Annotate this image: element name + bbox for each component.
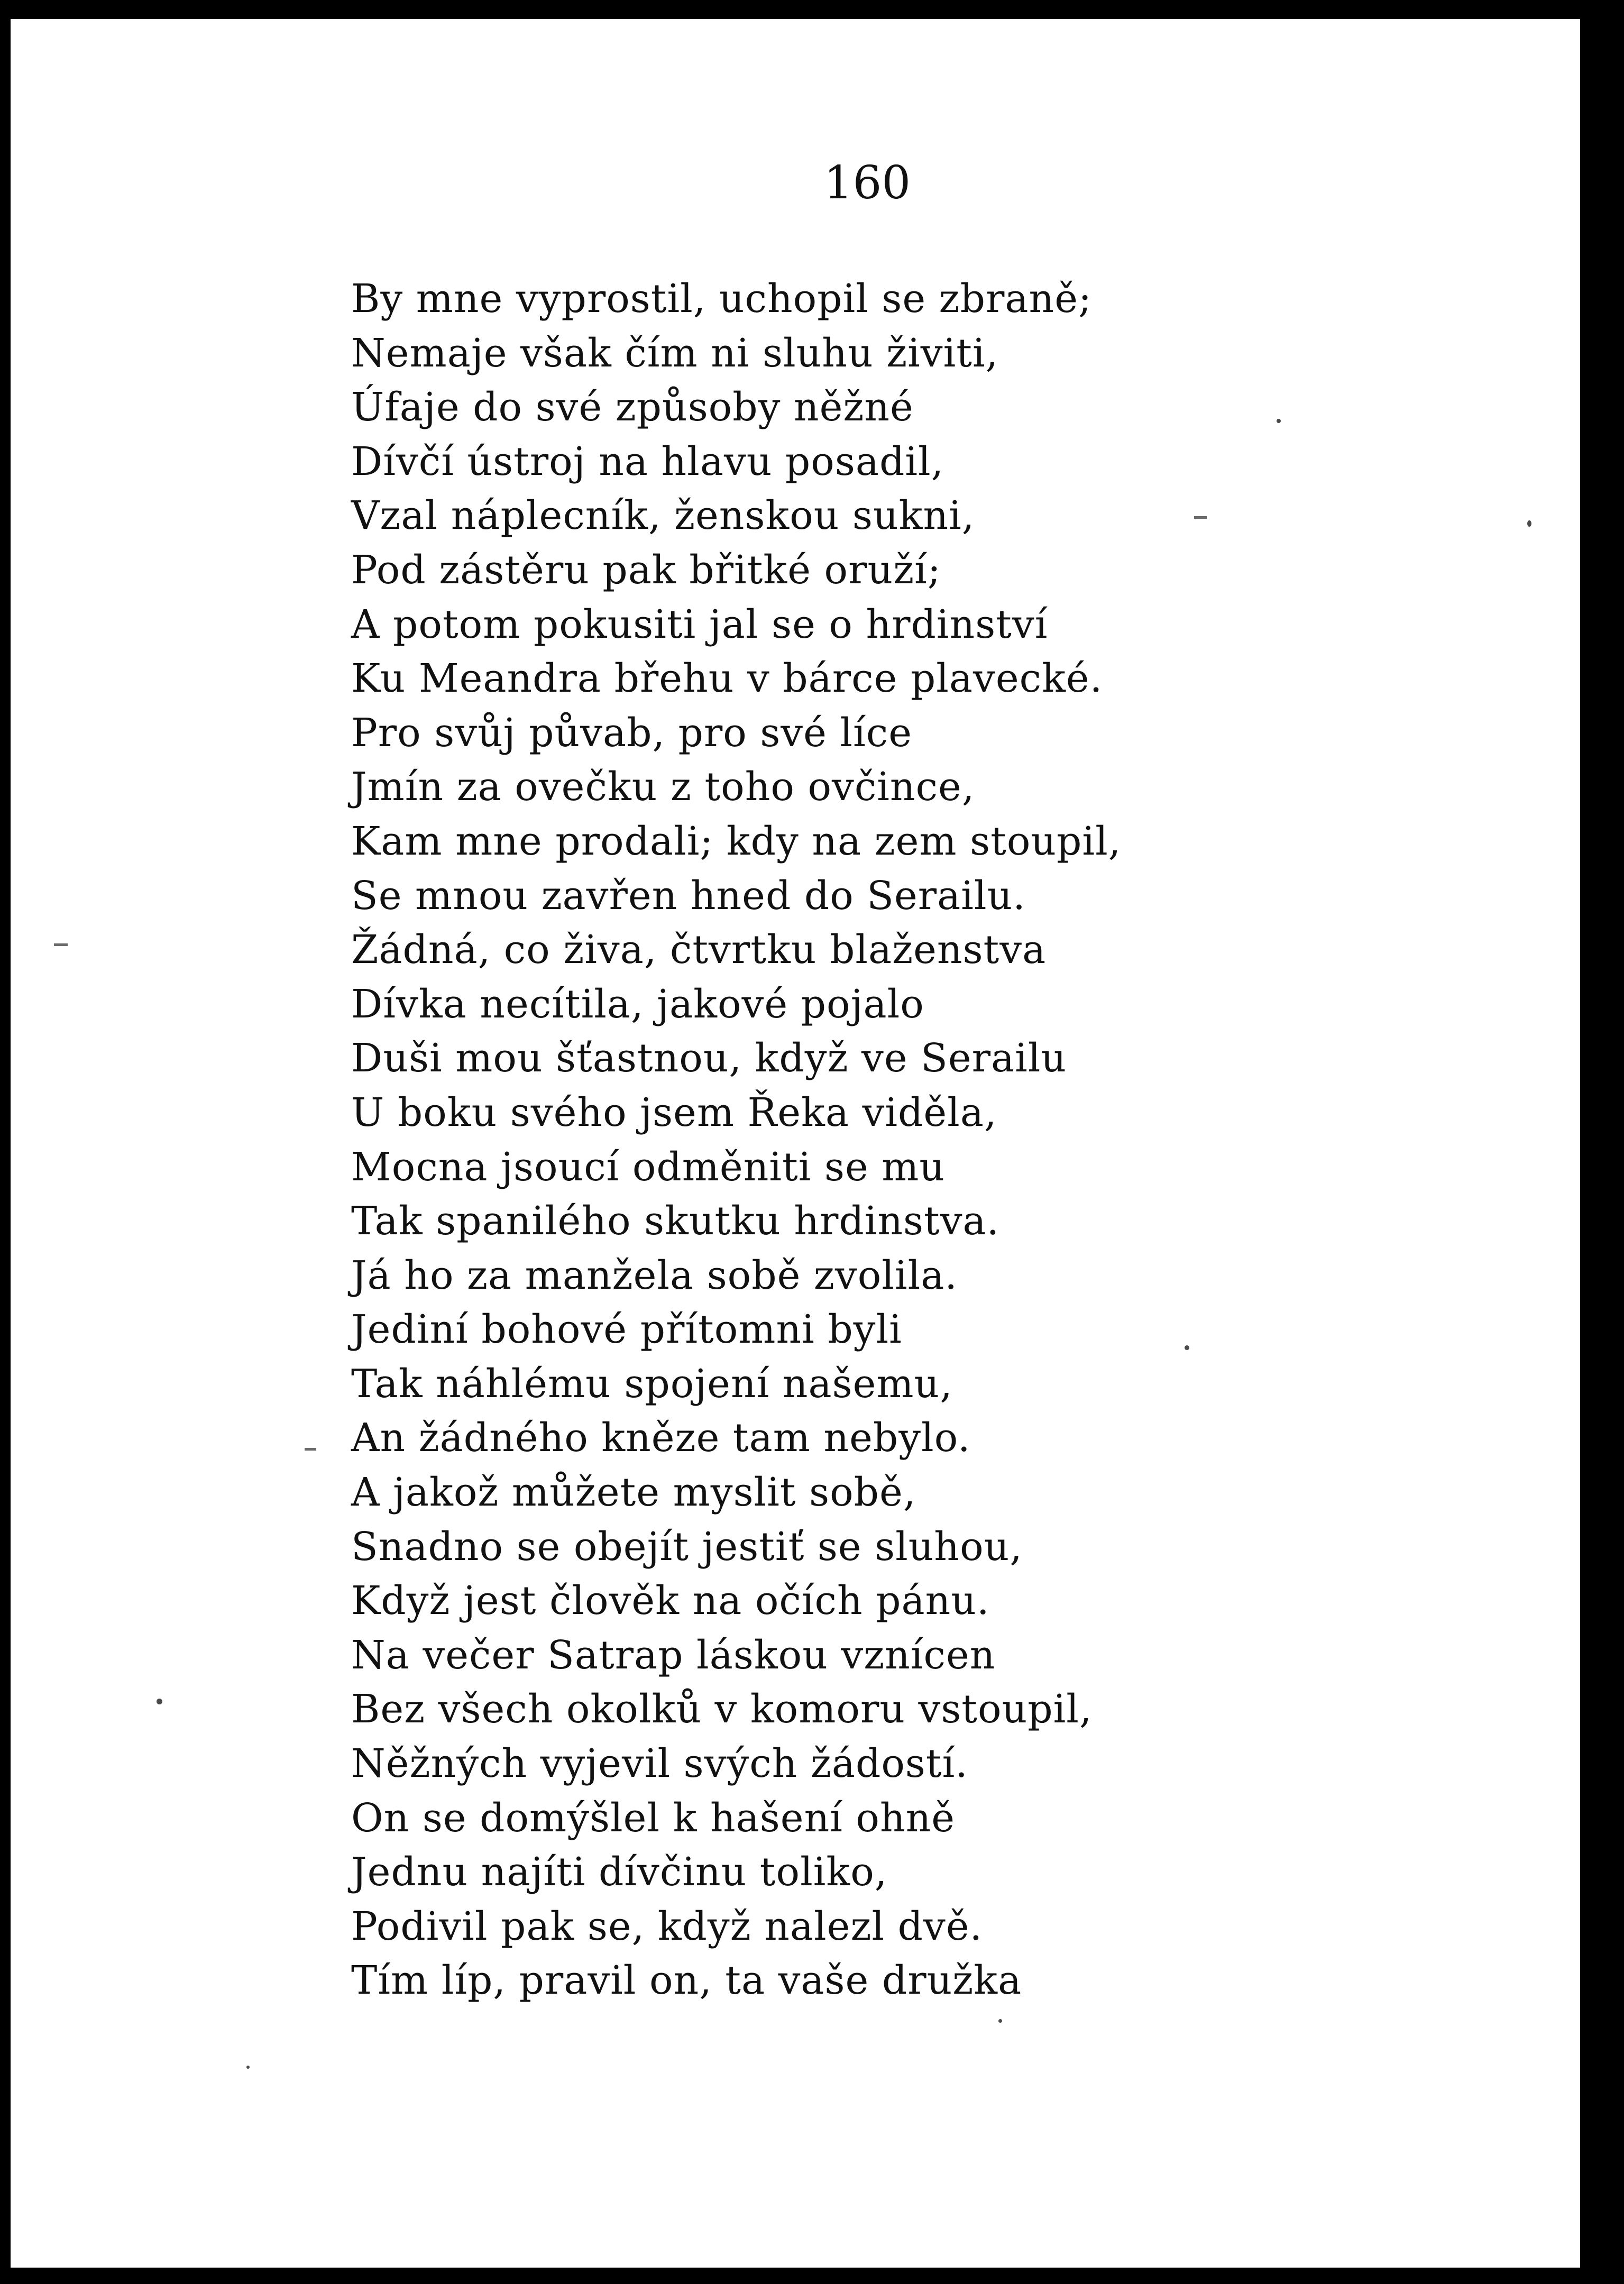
verse-line: Snadno se obejít jestiť se sluhou, [351,1524,1023,1570]
book-page [11,19,1580,2268]
verse-line: Nemaje však čím ni sluhu živiti, [351,330,999,376]
verse-line: Úfaje do své způsoby něžné [351,384,914,430]
poem-text [351,272,1409,2008]
verse-line: A jakož můžete myslit sobě, [351,1470,916,1516]
verse-line: Kam mne prodali; kdy na zem stoupil, [351,818,1122,864]
verse-line: On se domýšlel k hašení ohně [351,1795,956,1841]
verse-line: Něžných vyjevil svých žádostí. [351,1741,968,1787]
verse-line: Duši mou šťastnou, když ve Serailu [351,1035,1067,1081]
verse-line: Vzal náplecník, ženskou sukni, [351,493,975,539]
verse-line: Já ho za manžela sobě zvolila. [351,1252,958,1298]
scan-speck [1527,520,1531,527]
scan-mark [54,943,68,946]
scan-speck [1277,419,1281,423]
verse-line: Mocna jsoucí odměniti se mu [351,1144,946,1190]
verse-line: An žádného kněze tam nebylo. [351,1415,971,1461]
verse-line: Jednu najíti dívčinu toliko, [351,1849,888,1895]
verse-line: Jmín za ovečku z toho ovčince, [351,764,975,810]
verse-line: Když jest člověk na očích pánu. [351,1578,990,1624]
verse-line: Tím líp, pravil on, ta vaše družka [351,1958,1022,2004]
verse-line: Dívčí ústroj na hlavu posadil, [351,438,944,484]
scan-mark [1194,516,1207,519]
scan-speck [246,2066,250,2069]
verse-line: A potom pokusiti jal se o hrdinství [351,601,1048,647]
scan-speck [998,2019,1002,2023]
page-number: 160 [823,157,911,209]
verse-line: Bez všech okolků v komoru vstoupil, [351,1686,1093,1732]
verse-line: Tak spanilého skutku hrdinstva. [351,1198,1000,1244]
verse-line: Dívka necítila, jakové pojalo [351,981,924,1027]
scan-speck [1185,1345,1189,1350]
verse-line: Tak náhlému spojení našemu, [351,1361,953,1407]
verse-line: Žádná, co živa, čtvrtku blaženstva [351,927,1047,973]
verse-line: Ku Meandra břehu v bárce plavecké. [351,656,1103,702]
scan-speck [157,1699,162,1704]
verse-line: Pod zástěru pak břitké oruží; [351,547,941,593]
verse-line: Se mnou zavřen hned do Serailu. [351,873,1026,919]
verse-line: Pro svůj půvab, pro své líce [351,710,913,756]
verse-line: Podivil pak se, když nalezl dvě. [351,1903,983,1949]
verse-line: Jediní bohové přítomni byli [351,1307,902,1353]
verse-line: U boku svého jsem Řeka viděla, [351,1089,997,1135]
verse-line: By mne vyprostil, uchopil se zbraně; [351,276,1092,322]
verse-line: Na večer Satrap láskou vznícen [351,1632,996,1678]
scan-mark [305,1448,316,1451]
